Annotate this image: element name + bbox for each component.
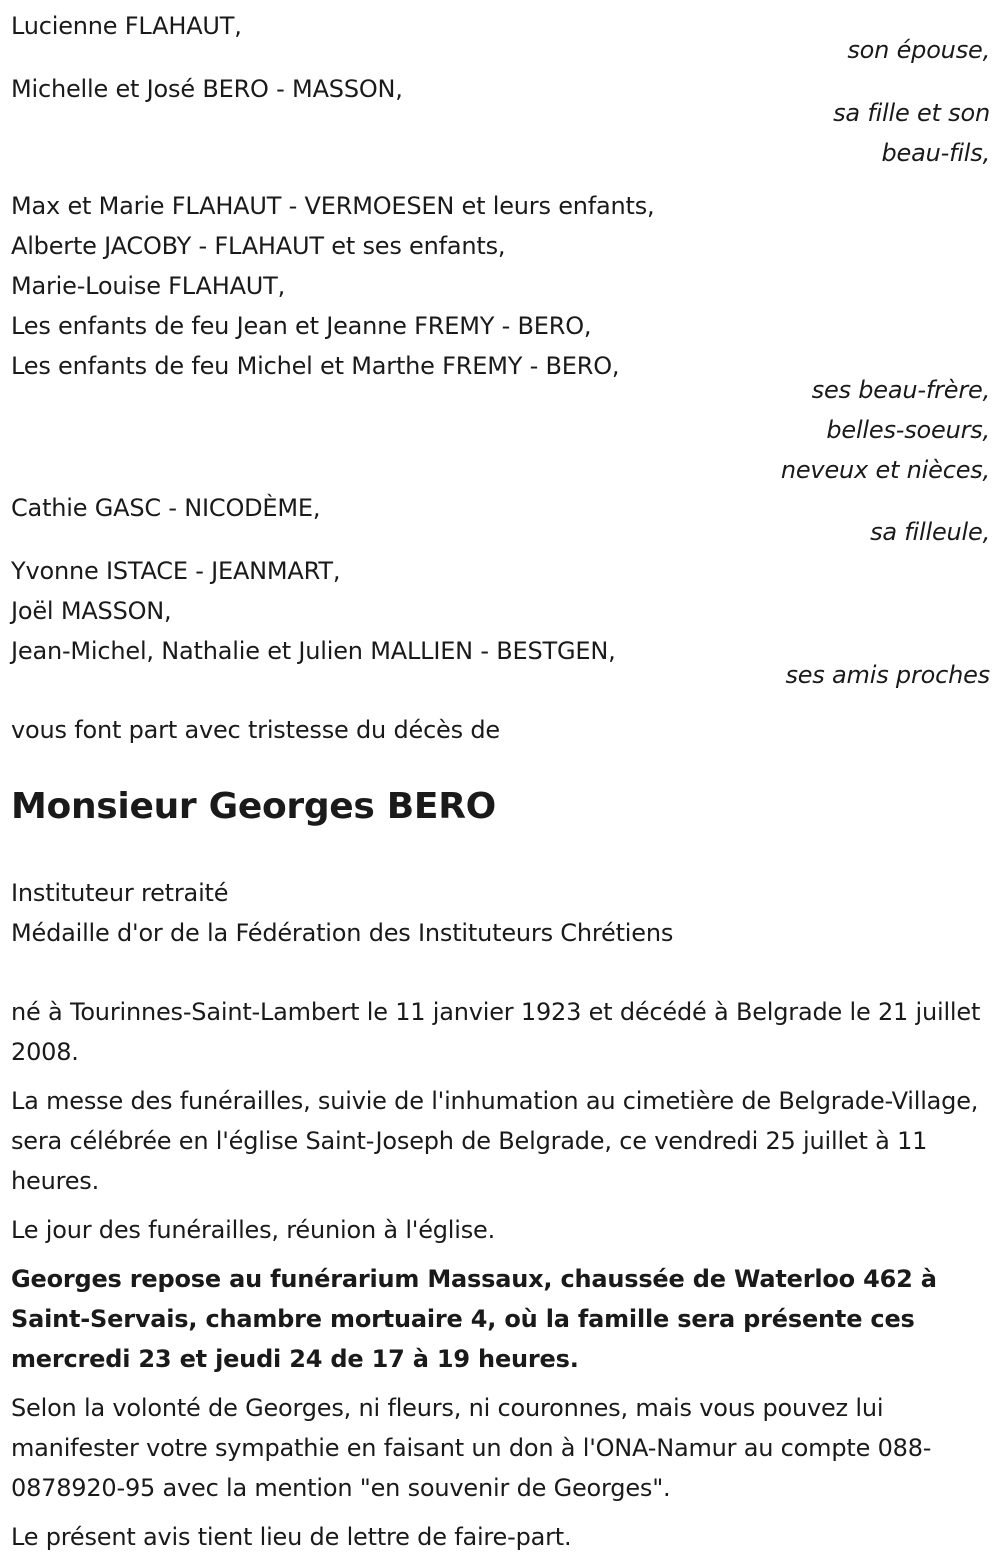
donation-paragraph: Selon la volonté de Georges, ni fleurs, ni couronnes, mais vous pouvez lui manifester votre sympathie en faisant un don à l'ONA-Namur au compte 088-0878920-95 avec la mention "en souvenir de Georges". [11, 1394, 932, 1502]
family-name-line: Alberte JACOBY - FLAHAUT et ses enfants, [11, 232, 506, 260]
relationship-label: ses amis proches [785, 661, 990, 689]
announcement-intro: vous font part avec tristesse du décès de [11, 716, 500, 744]
relationship-label: son épouse, [847, 36, 990, 64]
family-group-friends [11, 551, 990, 695]
family-name-line: Yvonne ISTACE - JEANMART, [11, 557, 341, 585]
family-name-line: Cathie GASC - NICODÈME, [11, 494, 321, 522]
deceased-titles [11, 873, 990, 953]
family-name-line: Michelle et José BERO - MASSON, [11, 75, 403, 103]
family-name-line: Les enfants de feu Michel et Marthe FREMY - BERO, [11, 352, 620, 380]
funerarium-paragraph: Georges repose au funérarium Massaux, chaussée de Waterloo 462 à Saint-Servais, chambre mortuaire 4, où la famille sera présente ces mercredi 23 et jeudi 24 de 17 à 19 heures. [11, 1265, 937, 1373]
relationship-label: sa fille et son [833, 99, 990, 127]
family-name-line: Lucienne FLAHAUT, [11, 12, 242, 40]
reunion-paragraph: Le jour des funérailles, réunion à l'église. [11, 1216, 496, 1244]
family-name-line: Les enfants de feu Jean et Jeanne FREMY - BERO, [11, 312, 592, 340]
family-group-relatives [11, 186, 990, 490]
relationship-label: belles-soeurs, [826, 416, 990, 444]
relationship-label: neveux et nièces, [780, 456, 990, 484]
title-line: Instituteur retraité [11, 879, 229, 907]
family-name-line: Jean-Michel, Nathalie et Julien MALLIEN - BESTGEN, [11, 637, 616, 665]
funeral-mass-paragraph: La messe des funérailles, suivie de l'inhumation au cimetière de Belgrade-Village, sera célébrée en l'église Saint-Joseph de Belgrade, ce vendredi 25 juillet à 11 heures. [11, 1087, 979, 1195]
birth-death-paragraph: né à Tourinnes-Saint-Lambert le 11 janvier 1923 et décédé à Belgrade le 21 juillet 2008. [11, 998, 981, 1066]
family-name-line: Marie-Louise FLAHAUT, [11, 272, 286, 300]
closing-paragraph: Le présent avis tient lieu de lettre de faire-part. [11, 1523, 572, 1551]
family-name-line: Joël MASSON, [11, 597, 172, 625]
family-name-line: Max et Marie FLAHAUT - VERMOESEN et leurs enfants, [11, 192, 655, 220]
notice-body [11, 992, 990, 1557]
relationship-label: beau-fils, [881, 139, 990, 167]
title-line: Médaille d'or de la Fédération des Instituteurs Chrétiens [11, 919, 674, 947]
relationship-label: sa filleule, [870, 518, 990, 546]
deceased-name: Monsieur Georges BERO [11, 786, 496, 827]
family-group-spouse [11, 0, 990, 70]
family-group-daughter [11, 69, 990, 173]
family-group-goddaughter [11, 488, 990, 552]
relationship-label: ses beau-frère, [811, 376, 990, 404]
